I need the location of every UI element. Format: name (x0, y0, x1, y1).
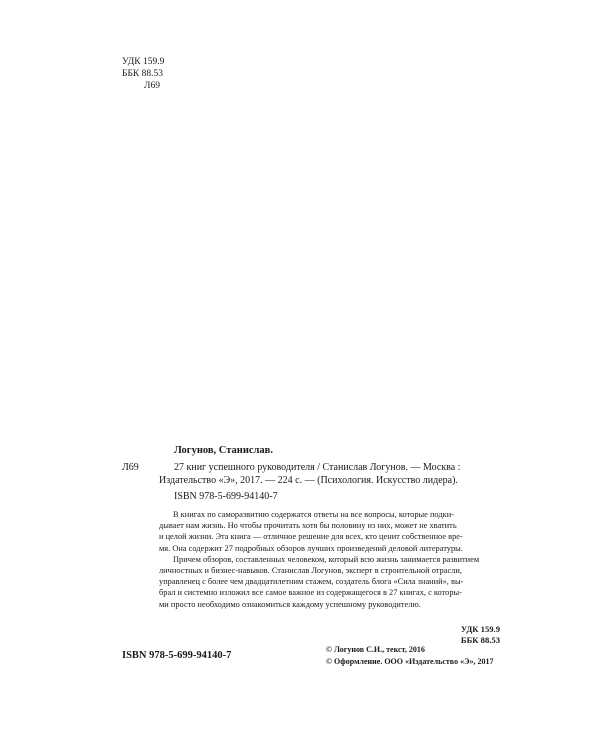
annotation-text (159, 509, 499, 610)
copyright-text: © Логунов С.И., текст, 2016 (326, 645, 425, 654)
author-mark: Л69 (122, 462, 139, 473)
annotation-line: В книгах по саморазвитию содержатся ответы на все вопросы, которые подки- (173, 510, 454, 519)
bbk-code-bottom: ББК 88.53 (460, 635, 500, 645)
bbk-code: ББК 88.53 (122, 69, 163, 79)
bibliographic-line-2: Издательство «Э», 2017. — 224 с. — (Психология. Искусство лидера). (159, 475, 458, 486)
author-heading: Логунов, Станислав. (174, 445, 273, 456)
copyright-design: © Оформление. ООО «Издательство «Э», 2017 (326, 657, 494, 666)
annotation-line: ми просто необходимо ознакомиться каждому успешному руководителю. (159, 599, 421, 609)
annotation-line: Причем обзоров, составленных человеком, который всю жизнь занимается развитием (173, 554, 480, 564)
bibliographic-line-1: 27 книг успешного руководителя / Станислав Логунов. — Москва : (174, 462, 461, 473)
isbn-bibliographic: ISBN 978-5-699-94140-7 (174, 491, 278, 502)
classification-block-bottom (430, 624, 500, 646)
annotation-line: управленец с более чем двадцатилетним стажем, создатель блога «Сила знаний», вы- (159, 577, 464, 587)
copyright-block (326, 644, 494, 668)
annotation-line: и целой жизни. Эта книга — отличное решение для всех, кто ценит собственное вре- (159, 532, 463, 542)
annotation-line: мя. Она содержит 27 подробных обзоров лучших произведений деловой литературы. (159, 543, 463, 553)
annotation-line: дывает нам жизнь. Но чтобы прочитать хотя бы половину из них, может не хватить (159, 521, 457, 531)
annotation-line: личностных и бизнес-навыков. Станислав Логунов, эксперт в строительной отрасли, (159, 566, 462, 576)
udk-code: УДК 159.9 (122, 57, 165, 67)
isbn-footer: ISBN 978-5-699-94140-7 (122, 650, 232, 661)
udk-code-bottom: УДК 159.9 (460, 624, 500, 634)
classification-block-top (122, 56, 164, 92)
annotation-line: брал и системно изложил все самое важное из содержащегося в 27 книгах, с которы- (159, 588, 462, 598)
author-mark-top: Л69 (144, 81, 160, 91)
